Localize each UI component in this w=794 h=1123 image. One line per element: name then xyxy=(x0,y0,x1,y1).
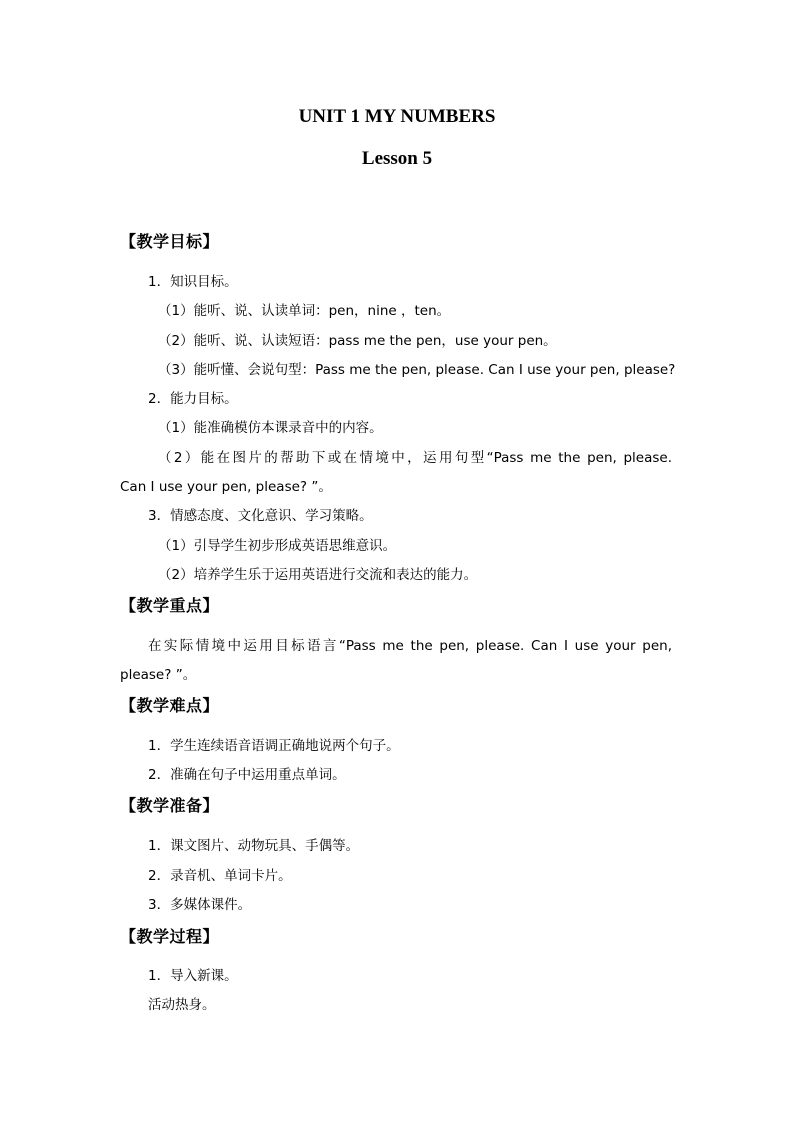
lesson-title: Lesson 5 xyxy=(361,148,433,169)
section-heading-process: 【教学过程】 xyxy=(120,927,220,946)
process-step-1-activity: 活动热身。 xyxy=(148,997,216,1013)
difficulty-2: 2．准确在句子中运用重点单词。 xyxy=(148,767,346,783)
preparation-2: 2．录音机、单词卡片。 xyxy=(148,868,292,884)
goal-attitude: 3．情感态度、文化意识、学习策略。 xyxy=(148,508,373,524)
process-step-1: 1．导入新课。 xyxy=(148,968,238,984)
goal-knowledge-sentences: （3）能听懂、会说句型：Pass me the pen, please. Can I use your pen, please? xyxy=(158,362,676,378)
section-heading-key-points: 【教学重点】 xyxy=(120,596,220,615)
goal-ability-usage-line2: Can I use your pen, please? ”。 xyxy=(120,479,332,495)
goal-ability: 2．能力目标。 xyxy=(148,391,238,407)
section-heading-difficulties: 【教学难点】 xyxy=(120,696,220,715)
key-point-line1: 在实际情境中运用目标语言“Pass me the pen, please. Can I use your pen, xyxy=(148,638,672,654)
key-point-line2: please? ”。 xyxy=(120,667,197,683)
goal-knowledge: 1．知识目标。 xyxy=(148,274,238,290)
goal-attitude-communication: （2）培养学生乐于运用英语进行交流和表达的能力。 xyxy=(158,567,478,583)
preparation-1: 1．课文图片、动物玩具、手偶等。 xyxy=(148,838,360,854)
preparation-3: 3．多媒体课件。 xyxy=(148,897,252,913)
unit-title: UNIT 1 MY NUMBERS xyxy=(298,106,496,127)
goal-ability-imitate: （1）能准确模仿本课录音中的内容。 xyxy=(158,420,383,436)
goal-attitude-thinking: （1）引导学生初步形成英语思维意识。 xyxy=(158,538,397,554)
section-heading-goals: 【教学目标】 xyxy=(120,232,220,251)
difficulty-1: 1．学生连续语音语调正确地说两个句子。 xyxy=(148,738,400,754)
goal-knowledge-words: （1）能听、说、认读单词：pen，nine ，ten。 xyxy=(158,303,451,319)
goal-ability-usage-line1: （2）能在图片的帮助下或在情境中，运用句型“Pass me the pen, please. xyxy=(158,450,672,466)
goal-knowledge-phrases: （2）能听、说、认读短语：pass me the pen，use your pen。 xyxy=(158,333,557,349)
section-heading-preparation: 【教学准备】 xyxy=(120,796,220,815)
